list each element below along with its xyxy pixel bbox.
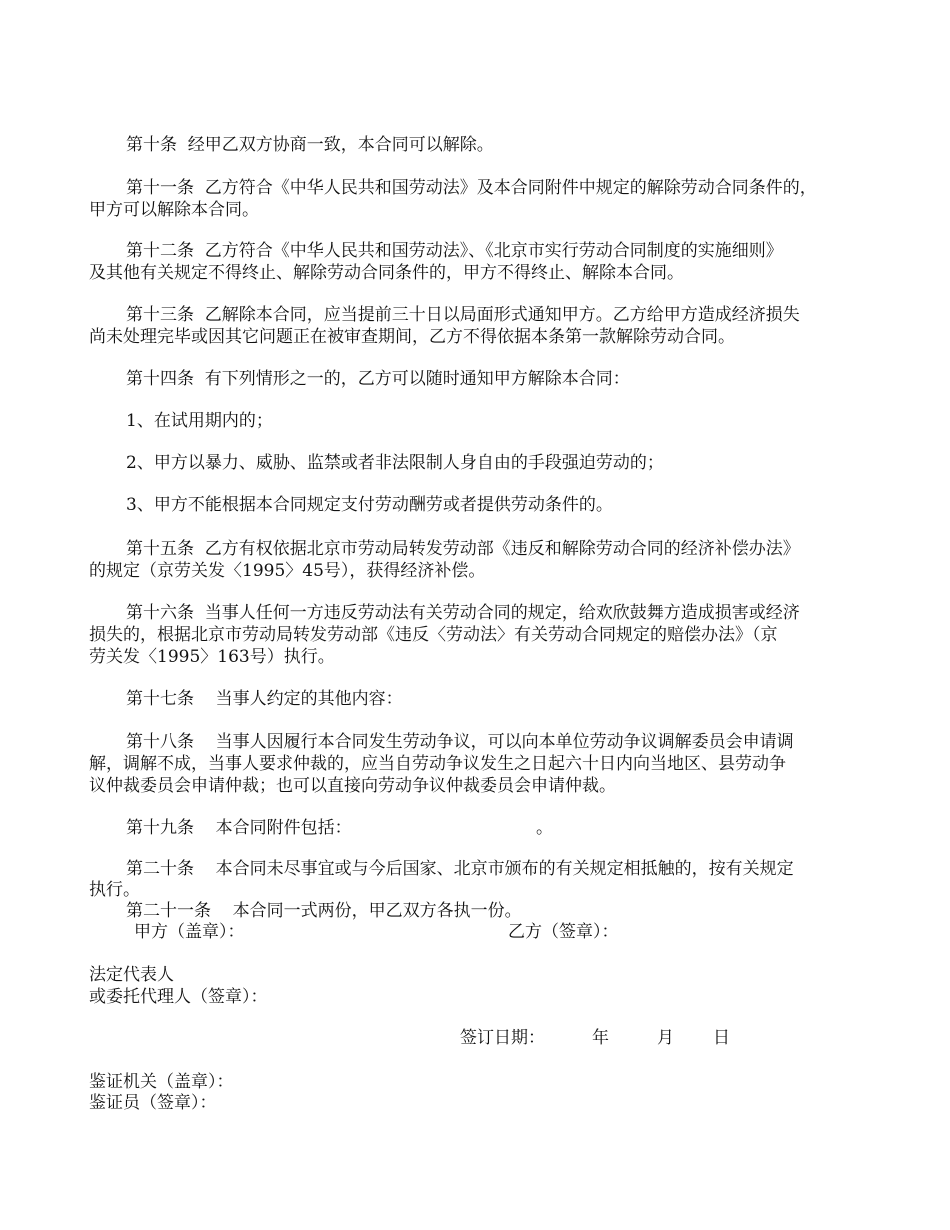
article-14-item-1: 1、在试用期内的； (126, 411, 273, 431)
article-17-line-1: 第十七条 当事人约定的其他内容： (126, 689, 403, 709)
article-10-line-1: 第十条 经甲乙双方协商一致，本合同可以解除。 (126, 135, 494, 155)
article-15-line-1: 第十五条 乙方有权依据北京市劳动局转发劳动部《违反和解除劳动合同的经济补偿办法》 (126, 539, 800, 559)
article-19-line-1: 第十九条 本合同附件包括： (126, 818, 352, 838)
sign-date-label: 签订日期： (460, 1028, 545, 1048)
article-16-line-3: 劳关发〈1995〉163号）执行。 (89, 647, 335, 667)
sign-date-month: 月 (657, 1028, 674, 1048)
article-14-item-2: 2、甲方以暴力、威胁、监禁或者非法限制人身自由的手段强迫劳动的； (126, 453, 664, 473)
article-15-line-2: 的规定（京劳关发〈1995〉45号），获得经济补偿。 (89, 561, 486, 581)
legal-representative-label: 法定代表人 (89, 965, 174, 985)
article-12-line-1: 第十二条 乙方符合《中华人民共和国劳动法》、《北京市实行劳动合同制度的实施细则》 (126, 241, 783, 261)
article-14-item-3: 3、甲方不能根据本合同规定支付劳动酬劳或者提供劳动条件的。 (126, 495, 613, 515)
article-13-line-1: 第十三条 乙解除本合同，应当提前三十日以局面形式通知甲方。乙方给甲方造成经济损失 (126, 305, 800, 325)
article-14-line-1: 第十四条 有下列情形之一的，乙方可以随时通知甲方解除本合同： (126, 369, 630, 389)
sign-date-year: 年 (592, 1028, 609, 1048)
article-18-line-3: 议仲裁委员会申请仲裁；也可以直接向劳动争议仲裁委员会申请仲裁。 (89, 776, 616, 796)
article-20-line-1: 第二十条 本合同未尽事宜或与今后国家、北京市颁布的有关规定相抵触的，按有关规定 (126, 859, 794, 879)
certifying-authority-label: 鉴证机关（盖章）： (89, 1072, 234, 1092)
party-a-seal-label: 甲方（盖章）： (134, 922, 245, 942)
article-11-line-2: 甲方可以解除本合同。 (89, 200, 259, 220)
article-18-line-2: 解，调解不成，当事人要求仲裁的，应当自劳动争议发生之日起六十日内向当地区、县劳动争 (89, 754, 786, 774)
article-16-line-2: 损失的，根据北京市劳动局转发劳动部《违反〈劳动法〉有关劳动合同规定的赔偿办法》（京 (89, 625, 778, 645)
article-11-line-1: 第十一条 乙方符合《中华人民共和国劳动法》及本合同附件中规定的解除劳动合同条件的， (126, 178, 817, 198)
authorized-agent-label: 或委托代理人（签章）： (89, 987, 268, 1007)
article-20-line-2: 执行。 (89, 880, 140, 900)
article-13-line-2: 尚未处理完毕或因其它问题正在被审查期间，乙方不得依据本条第一款解除劳动合同。 (89, 327, 735, 347)
article-12-line-2: 及其他有关规定不得终止、解除劳动合同条件的，甲方不得终止、解除本合同。 (89, 263, 684, 283)
certifier-label: 鉴证员（签章）： (89, 1093, 217, 1113)
sign-date-day: 日 (713, 1028, 730, 1048)
article-16-line-1: 第十六条 当事人任何一方违反劳动法有关劳动合同的规定，给欢欣鼓舞方造成损害或经济 (126, 603, 800, 623)
article-21-line-1: 第二十一条 本合同一式两份，甲乙双方各执一份。 (126, 901, 522, 921)
article-18-line-1: 第十八条 当事人因履行本合同发生劳动争议，可以向本单位劳动争议调解委员会申请调 (126, 732, 794, 752)
article-19-end-mark: 。 (536, 818, 553, 838)
party-b-sign-label: 乙方（签章）： (508, 922, 619, 942)
